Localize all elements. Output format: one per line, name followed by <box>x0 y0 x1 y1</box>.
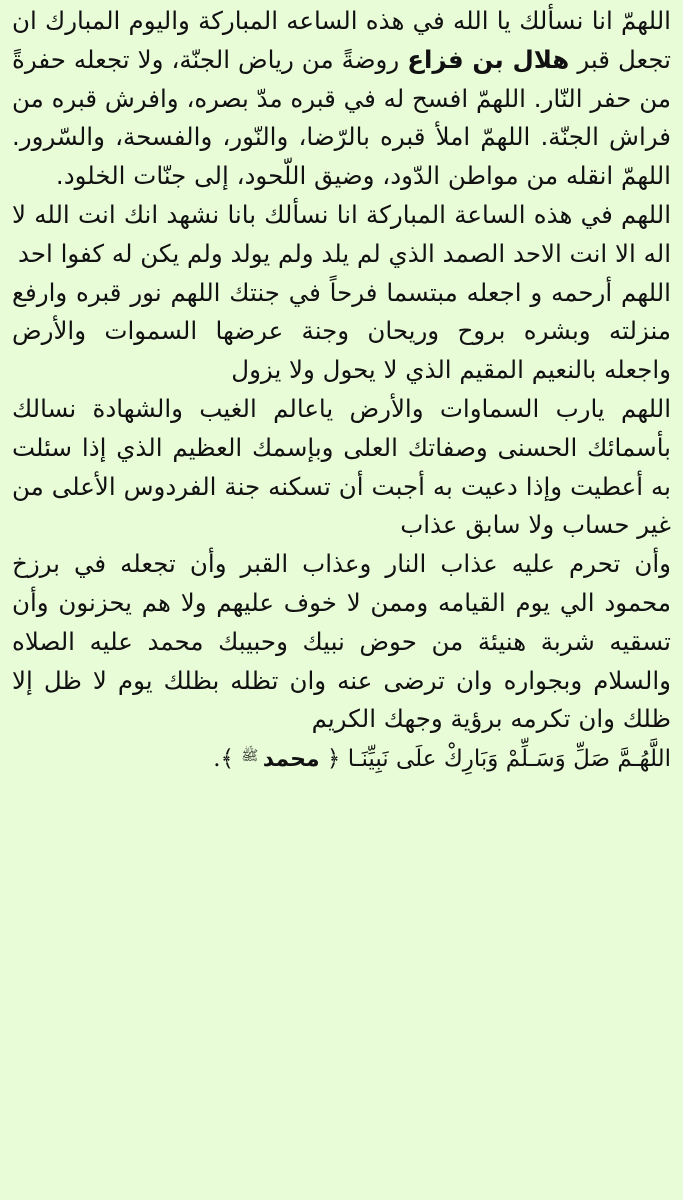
paragraph-5: وأن تحرم عليه عذاب النار وعذاب القبر وأن تجعله في برزخ محمود الي يوم القيامه وممن لا خوف عليهم ولا هم يحزنون وأن تسقيه شربة هنيئة من حوض نبيك وحبيبك محمد عليه الصلاه والسلام وبجواره وان ترضى عنه وان تظله بظلك يوم لا ظل إلا ظلك وان تكرمه برؤية وجهك الكريم <box>12 549 671 734</box>
paragraph-3: اللهم أرحمه و اجعله مبتسما فرحاً في جنتك اللهم نور قبره وارفع منزلته وبشره بروح وريحان وجنة عرضها السموات والأرض واجعله بالنعيم المقيم الذي لا يحول ولا يزول <box>12 277 671 385</box>
paragraph-1-text-start: اللهمّ انا نسألك يا الله في هذه الساعه المباركة واليوم المبارك ان تجعل قبر <box>12 6 671 74</box>
salawat-line <box>12 737 671 779</box>
paragraph-1 <box>12 2 671 196</box>
deceased-name: هلال بن فزاع <box>407 44 570 74</box>
prophet-name: محمد <box>262 747 320 773</box>
pbuh-honorific: ﷺ <box>241 748 263 765</box>
paragraph-2: اللهم في هذه الساعة المباركة انا نسألك بانا نشهد انك انت الله لا اله الا انت الاحد الصمد الذي لم يلد ولم يولد ولم يكن له كفوا احد <box>12 199 671 268</box>
paragraph-1-text-end: روضةً من رياض الجنّة، ولا تجعله حفرةً من حفر النّار. اللهمّ افسح له في قبره مدّ بصره، وافرش قبره من فراش الجنّة. اللهمّ املأ قبره بالرّضا، والنّور، والفسحة، والسّرور. اللهمّ انقله من مواطن الدّود، وضيق اللّحود، إلى جنّات الخلود. <box>12 44 671 191</box>
document-body <box>12 2 671 779</box>
salawat-close-bracket: ﴾. <box>213 746 242 773</box>
salawat-prayer: اللَّهُـمَّ صَلِّ وَسَـلِّمْ وَبَارِكْ علَى نَبِيِّنَـا <box>347 746 671 773</box>
paragraph-4: اللهم يارب السماوات والأرض ياعالم الغيب والشهادة نسالك بأسمائك الحسنى وصفاتك العلى وبإسمك العظيم الذي إذا سئلت به أعطيت وإذا دعيت به أجبت أن تسكنه جنة الفردوس الأعلى من غير حساب ولا سابق عذاب <box>12 393 671 540</box>
salawat-open-bracket: ﴿ <box>319 746 348 773</box>
